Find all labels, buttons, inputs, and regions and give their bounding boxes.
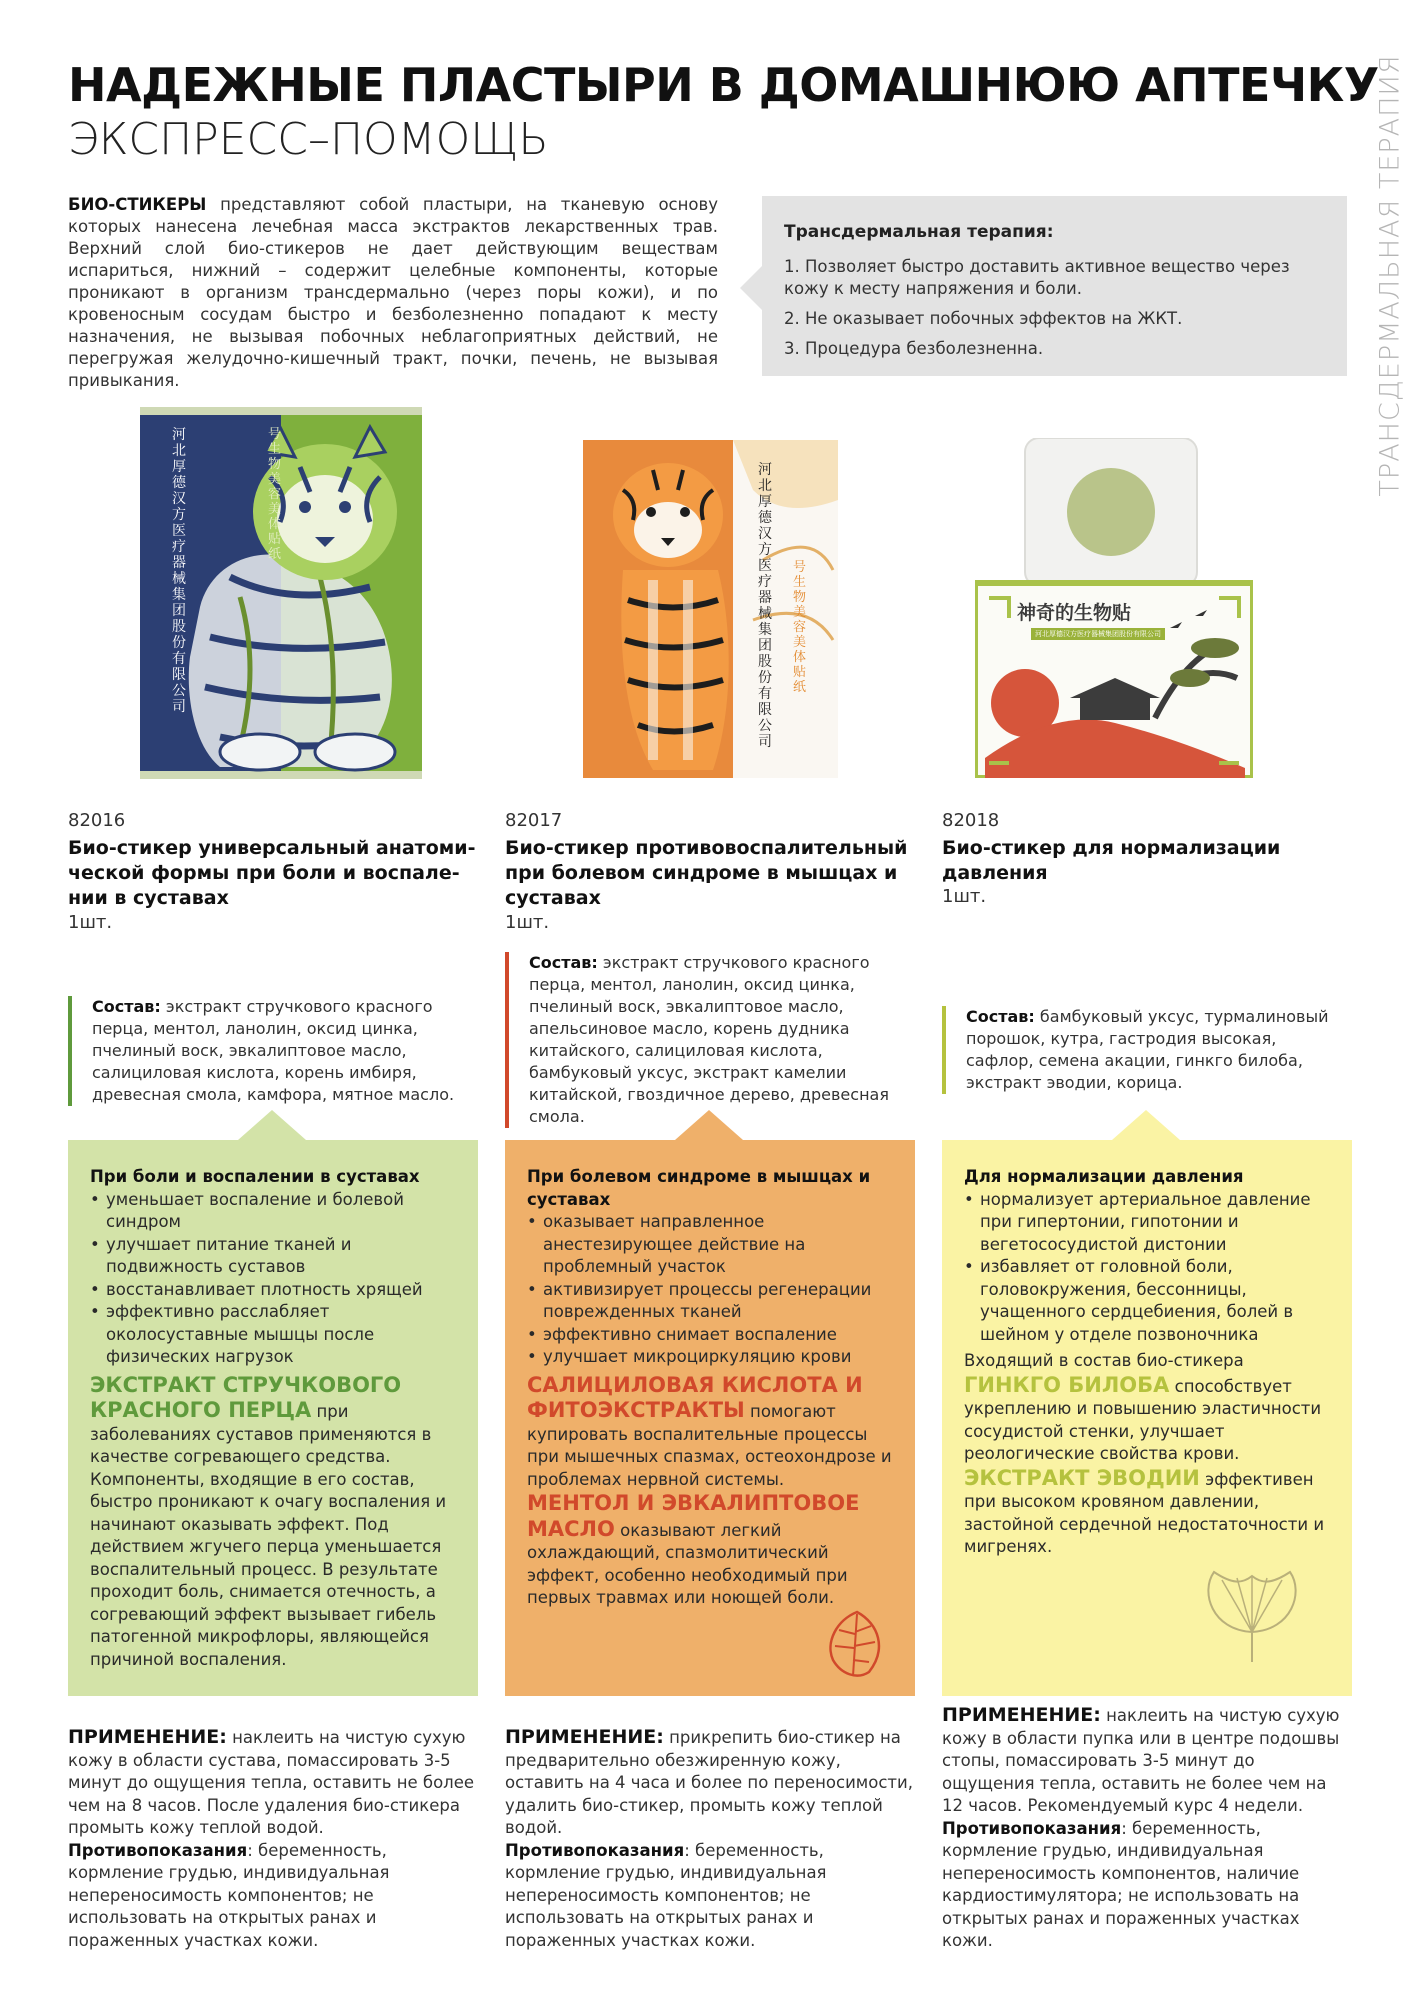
product-quantity: 1шт. xyxy=(68,912,113,933)
ingredient-highlight: ЭКСТРАКТ ЭВОДИИ xyxy=(964,1465,1200,1490)
product-sku: 82018 xyxy=(942,810,1000,831)
panel-title: При болевом синдроме в мышцах и суставах xyxy=(527,1167,871,1209)
benefit-item: • улучшает микроциркуляцию крови xyxy=(527,1346,893,1369)
product-image-82017 xyxy=(583,440,838,778)
pack-chinese-text: 河北厚德汉方医疗器械集团股份有限公司 xyxy=(172,427,186,715)
pack-chinese-text-secondary: 号生物美容美体贴纸 xyxy=(793,560,807,695)
ginkgo-leaf-icon xyxy=(1192,1562,1312,1672)
usage-text: наклеить на чистую сухую кожу в области пупка или в центре подошвы стопы, помассировать 3-5 минут до ощущения тепла, оставить не более чем на 12 часов. Рекомендуемый курс 4 недели. xyxy=(942,1706,1340,1815)
panel-title: При боли и воспалении в суставах xyxy=(90,1167,420,1186)
ingredient-highlight: ГИНКГО БИЛОБА xyxy=(964,1372,1170,1397)
product-quantity: 1шт. xyxy=(942,886,987,907)
benefit-item: • эффективно снимает воспаление xyxy=(527,1324,893,1347)
therapy-heading: Трансдермальная терапия: xyxy=(784,222,1054,242)
benefit-item: • нормализует артериальное давление при гипертонии, гипотонии и вегетососудистой дистонии xyxy=(964,1189,1330,1257)
usage-label: ПРИМЕНЕНИЕ: xyxy=(942,1704,1101,1726)
contraindications-label: Противопоказания xyxy=(505,1840,685,1860)
ingredient-highlight: МЕНТОЛ И ЭВКАЛИПТОВОЕ МАСЛО xyxy=(527,1491,860,1541)
ingredient-text: способствует укреплению и повышению эластичности сосудистой стенки, улучшает реологические свойства крови. xyxy=(964,1376,1322,1463)
benefit-item: • эффективно расслабляет околосуставные мышцы после физических нагрузок xyxy=(90,1301,456,1369)
therapy-item: 2. Не оказывает побочных эффектов на ЖКТ. xyxy=(784,309,1183,328)
intro-paragraph xyxy=(68,194,718,392)
composition-label: Состав: xyxy=(92,997,161,1016)
product-name: Био-стикер противовоспалительный при болевом синдроме в мышцах и суставах xyxy=(505,837,908,909)
product-image-82018 xyxy=(975,438,1253,778)
therapy-box xyxy=(762,196,1347,376)
ingredient-paragraph xyxy=(964,1373,1330,1466)
product-sku: 82017 xyxy=(505,810,563,831)
product-composition xyxy=(942,1006,1347,1094)
product-sku: 82016 xyxy=(68,810,126,831)
intro-text: представляют собой пластыри, на тканевую основу которых нанесена лечебная масса экстрактов лекарственных трав. Верхний слой био-стикеров не дает действующим веществам испариться, нижний – содержит целебные компоненты, которые проникают в организм трансдермально (через поры кожи), и по кровеносным сосудам быстро и безболезненно попадают к месту назначения, не вызывая побочных неблагоприятных действий, не перегружая желудочно-кишечный тракт, почки, печень, не вызывая привыкания. xyxy=(68,195,718,390)
contraindications-text: : беременность, кормление грудью, индивидуальная непереносимость компонентов; не использовать на открытых ранах и пораженных участках кожи. xyxy=(505,1840,827,1950)
usage-text: прикрепить био-стикер на предварительно обезжиренную кожу, оставить на 4 часа и более по переносимости, удалить био-стикер, промыть кожу теплой водой. xyxy=(505,1728,913,1837)
panel-pointer xyxy=(238,1110,306,1140)
benefits-list xyxy=(964,1189,1330,1347)
contraindications-text: : беременность, кормление грудью, индивидуальная непереносимость компонентов; не использовать на открытых ранах и пораженных участках кожи. xyxy=(68,1840,390,1950)
ingredient-paragraph xyxy=(527,1373,893,1492)
pack-chinese-subtitle: 河北厚德汉方医疗器械集团股份有限公司 xyxy=(1031,628,1165,640)
composition-text: экстракт стручкового красного перца, ментол, ланолин, оксид цинка, пчелиный воск, эвкалиптовое масло, салициловая кислота, корень имбиря, древесная смола, камфора, мятное масло. xyxy=(92,997,455,1104)
benefit-item: • уменьшает воспаление и болевой синдром xyxy=(90,1189,456,1234)
benefits-panel xyxy=(505,1140,915,1696)
pack-chinese-text: 河北厚德汉方医疗器械集团股份有限公司 xyxy=(758,462,772,750)
pack-chinese-text-secondary: 号生物美容美体贴纸 xyxy=(268,427,282,562)
therapy-item: 3. Процедура безболезненна. xyxy=(784,339,1044,358)
ingredient-text: при заболеваниях суставов применяются в качестве согревающего средства. Компоненты, входящие в его состав, быстро проникают к очагу воспаления и начинают оказывать эффект. Под действием жгучего перца уменьшается воспалительный процесс. В результате проходит боль, снимается отечность, а согревающий эффект вызывает гибель патогенной микрофлоры, являющейся причиной воспаления. xyxy=(90,1402,447,1669)
composition-text: экстракт стручкового красного перца, ментол, ланолин, оксид цинка, пчелиный воск, эвкалиптовое масло, апельсиновое масло, корень дудника китайского, салициловая кислота, бамбуковый уксус, экстракт камелии китайской, гвоздичное дерево, древесная смола. xyxy=(529,953,889,1126)
contraindications-label: Противопоказания xyxy=(942,1818,1122,1838)
benefit-item: • оказывает направленное анестезирующее действие на проблемный участок xyxy=(527,1211,893,1279)
usage-block xyxy=(505,1726,915,1952)
ingredient-highlight: ЭКСТРАКТ СТРУЧКОВОГО КРАСНОГО ПЕРЦА xyxy=(90,1372,402,1422)
benefit-item: • активизирует процессы регенерации поврежденных тканей xyxy=(527,1279,893,1324)
usage-label: ПРИМЕНЕНИЕ: xyxy=(68,1726,227,1748)
ingredient-text: помогают купировать воспалительные процессы при мышечных спазмах, остеохондрозе и проблемах нервной системы. xyxy=(527,1402,892,1489)
contraindications-label: Противопоказания xyxy=(68,1840,248,1860)
composition-label: Состав: xyxy=(529,953,598,972)
panel-title: Для нормализации давления xyxy=(964,1167,1244,1186)
therapy-item: 1. Позволяет быстро доставить активное вещество через кожу к месту напряжения и боли. xyxy=(784,257,1290,298)
product-quantity: 1шт. xyxy=(505,912,550,933)
product-image-82016 xyxy=(140,407,422,779)
composition-label: Состав: xyxy=(966,1007,1035,1026)
ingredient-text: оказывают легкий охлаждающий, спазмолитический эффект, особенно необходимый при первых травмах или ноющей боли. xyxy=(527,1520,848,1607)
side-section-label: ТРАНСДЕРМАЛЬНАЯ ТЕРАПИЯ xyxy=(1374,53,1406,497)
usage-text: наклеить на чистую сухую кожу в области сустава, помассировать 3-5 минут до ощущения тепла, оставить не более чем на 8 часов. После удаления био-стикера промыть кожу теплой водой. xyxy=(68,1728,475,1837)
panel-pointer xyxy=(1112,1110,1180,1140)
panel-pointer xyxy=(675,1110,743,1140)
usage-label: ПРИМЕНЕНИЕ: xyxy=(505,1726,664,1748)
benefits-list xyxy=(527,1211,893,1369)
benefits-panel xyxy=(68,1140,478,1696)
benefit-item: • восстанавливает плотность хрящей xyxy=(90,1279,456,1302)
pack-chinese-title: 神奇的生物贴 xyxy=(1017,602,1132,624)
ingredient-paragraph xyxy=(90,1373,456,1672)
mint-leaf-icon xyxy=(817,1604,897,1684)
benefit-item: • избавляет от головной боли, головокружения, бессонницы, учащенного сердцебиения, болей в шейном у отделе позвоночника xyxy=(964,1256,1330,1346)
benefits-panel xyxy=(942,1140,1352,1696)
usage-block xyxy=(942,1704,1352,1953)
benefits-list xyxy=(90,1189,456,1369)
product-composition xyxy=(505,952,915,1128)
contraindications-text: : беременность, кормление грудью, индивидуальная непереносимость компонентов, наличие кардиостимулятора; не использовать на открытых ранах и пораженных участках кожи. xyxy=(942,1818,1300,1950)
page-title: НАДЕЖНЫЕ ПЛАСТЫРИ В ДОМАШНЮЮ АПТЕЧКУ xyxy=(68,58,1379,112)
usage-block xyxy=(68,1726,478,1952)
product-name: Био-стикер универсальный анатоми-ческой формы при боли и воспале-нии в суставах xyxy=(68,837,476,909)
intro-lead: БИО-СТИКЕРЫ xyxy=(68,195,207,214)
ingredient-intro: Входящий в состав био-стикера xyxy=(964,1351,1244,1370)
benefit-item: • улучшает питание тканей и подвижность суставов xyxy=(90,1234,456,1279)
ingredient-paragraph xyxy=(527,1491,893,1610)
ingredient-paragraph xyxy=(964,1466,1330,1559)
page-subtitle: ЭКСПРЕСС–ПОМОЩЬ xyxy=(68,114,549,165)
product-name: Био-стикер для нормализации давления xyxy=(942,837,1281,884)
ingredient-highlight: САЛИЦИЛОВАЯ КИСЛОТА И ФИТОЭКСТРАКТЫ xyxy=(527,1372,863,1422)
ingredient-text: эффективен при высоком кровяном давлении, застойной сердечной недостаточности и мигренях. xyxy=(964,1469,1325,1556)
product-composition xyxy=(68,996,483,1106)
composition-text: бамбуковый уксус, турмалиновый порошок, кутра, гастродия высокая, сафлор, семена акации, гинкго билоба, экстракт эводии, корица. xyxy=(966,1007,1329,1092)
